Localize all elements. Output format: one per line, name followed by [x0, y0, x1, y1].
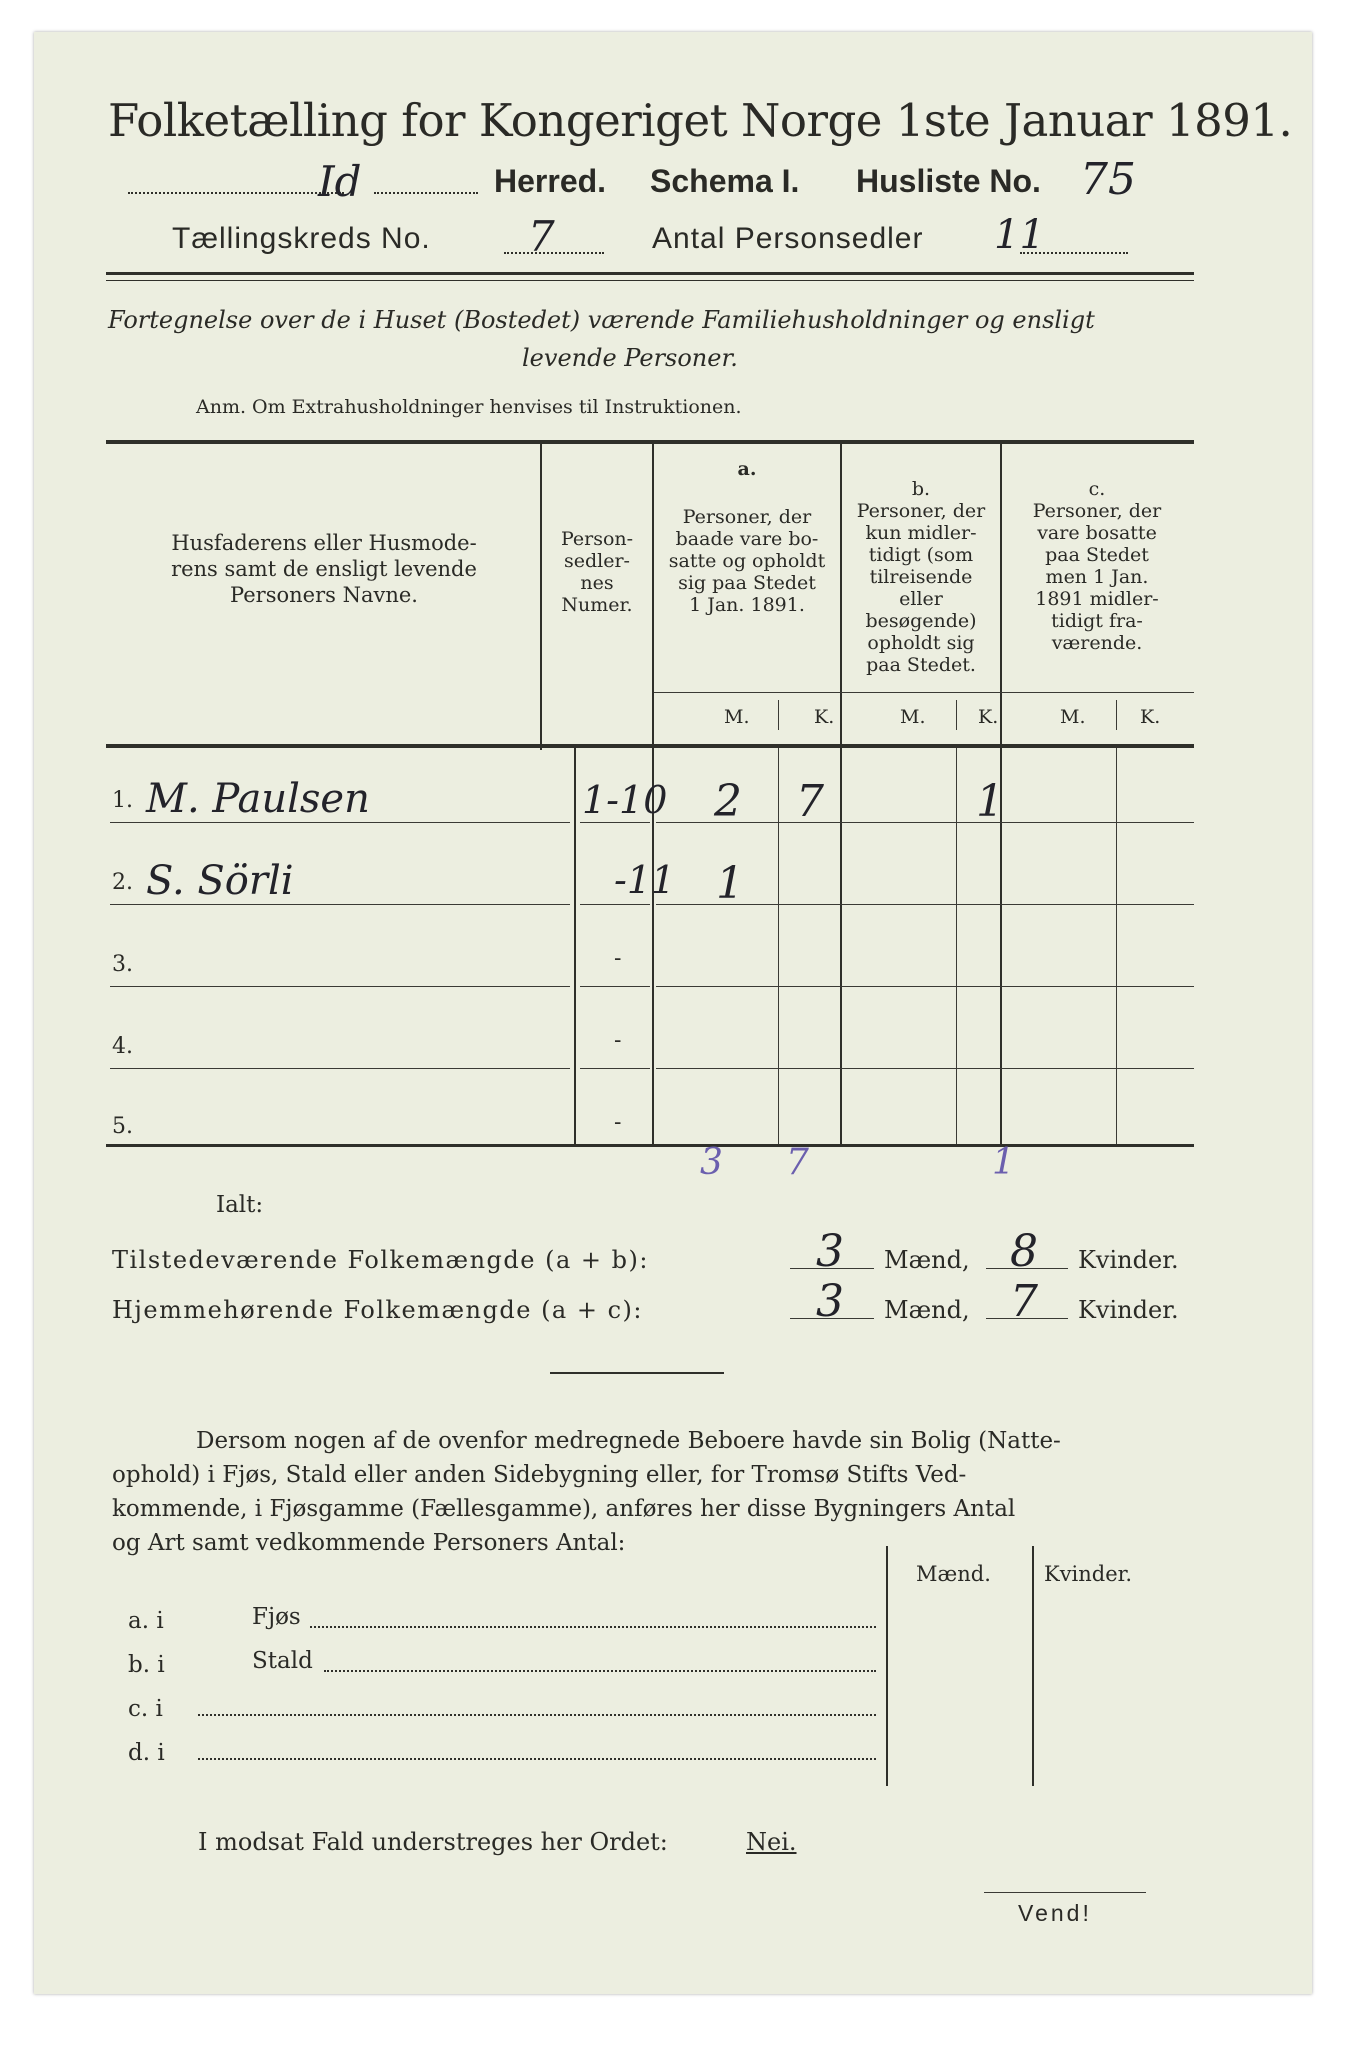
- modsat-text: I modsat Fald understreges her Ordet:: [198, 1828, 668, 1856]
- lower-item-b-letter: b. i: [128, 1652, 165, 1678]
- census-form-sheet: [34, 32, 1312, 1994]
- anm-note: Anm. Om Extrahusholdninger henvises til Instruktionen.: [196, 396, 742, 418]
- names-header-line-1: Husfaderens eller Husmode-: [171, 531, 477, 555]
- row-2-num: -11: [614, 858, 676, 902]
- row-2-a-m: 1: [716, 858, 744, 909]
- herred-dotted-line-2: [374, 192, 478, 194]
- lower-paragraph-line-2: ophold) i Fjøs, Stald eller anden Sidebygning eller, for Tromsø Stifts Ved-: [112, 1462, 967, 1488]
- c-mk-split-body: [1116, 748, 1117, 1144]
- names-header-line-2: rens samt de ensligt levende: [171, 557, 477, 581]
- b-mk-split-body: [956, 748, 957, 1144]
- col-a-letter: a.: [737, 458, 757, 480]
- row-3-num: -: [614, 946, 622, 971]
- herred-value: Id: [318, 157, 362, 206]
- col-b-m-label: M.: [900, 706, 926, 728]
- col-b-line-6: besøgende): [865, 610, 977, 632]
- row-1-a-m: 2: [714, 776, 742, 827]
- tally-a-m: 3: [700, 1142, 723, 1183]
- col-b-line-5: eller: [899, 588, 943, 610]
- col-a-line-2: baade vare bo-: [675, 528, 819, 550]
- table-top-rule: [106, 440, 1194, 444]
- lower-maend-col: Mænd.: [916, 1562, 991, 1586]
- tally-a-k: 7: [786, 1142, 809, 1183]
- lower-item-c-dots: [198, 1714, 876, 1716]
- row-line-1-num: [580, 822, 650, 823]
- names-header-line-3: Personers Navne.: [230, 583, 418, 607]
- kreds-dotted-line: [504, 252, 604, 254]
- row-line-2-names: [110, 904, 570, 905]
- personsedler-value: 11: [994, 212, 1045, 258]
- lower-col-divider-1: [886, 1546, 888, 1786]
- row-line-4-names: [110, 1068, 570, 1069]
- row-1-num: 1-10: [582, 778, 668, 822]
- table-header-bottom-rule: [106, 744, 1194, 748]
- lower-item-d-dots: [198, 1758, 876, 1760]
- col-c-line-1: Personer, der: [1032, 500, 1162, 522]
- row-2-number: 2.: [112, 870, 133, 895]
- col-c-line-3: paa Stedet: [1045, 544, 1149, 566]
- row-line-3-data: [656, 986, 1194, 987]
- schema-label: Schema I.: [650, 163, 800, 199]
- lower-item-d-letter: d. i: [128, 1740, 165, 1766]
- col-b-line-2: kun midler-: [865, 522, 977, 544]
- col-b-letter: b.: [911, 478, 931, 500]
- col-a-header: [654, 458, 840, 616]
- lower-paragraph-line-4: og Art samt vedkommende Personers Antal:: [112, 1530, 626, 1556]
- row-1-name: M. Paulsen: [146, 776, 370, 822]
- row-1-number: 1.: [112, 788, 133, 813]
- row-line-1-names: [110, 822, 570, 823]
- tally-b-k: 1: [992, 1142, 1015, 1183]
- row-5-number: 5.: [112, 1114, 133, 1139]
- lower-paragraph-line-3: kommende, i Fjøsgamme (Fællesgamme), anføres her disse Bygningers Antal: [112, 1496, 1016, 1522]
- hjem-kvinder-label: Kvinder.: [1078, 1296, 1179, 1324]
- row-1-b-k: 1: [976, 776, 1004, 827]
- vend-rule: [984, 1892, 1146, 1893]
- hjem-maend-label: Mænd,: [884, 1296, 970, 1324]
- header-rule: [106, 272, 1194, 275]
- col-a-line-4: sig paa Stedet: [678, 572, 816, 594]
- vend-label: Vend!: [1018, 1900, 1092, 1926]
- row-line-4-data: [656, 1068, 1194, 1069]
- col-c-header: [1002, 478, 1192, 654]
- row-1-a-k: 7: [796, 776, 824, 827]
- husliste-value: 75: [1080, 154, 1136, 205]
- header-rule-thin: [106, 280, 1194, 281]
- col-c-line-6: tidigt fra-: [1051, 610, 1143, 632]
- col-a-line-5: 1 Jan. 1891.: [689, 594, 805, 616]
- tilst-k-value: 8: [1010, 1226, 1038, 1277]
- col-c-m-label: M.: [1060, 706, 1086, 728]
- lower-col-divider-2: [1032, 1546, 1034, 1786]
- a-mk-split: [778, 700, 779, 730]
- mk-top-line: [654, 692, 1194, 693]
- col-b-header: [842, 478, 1000, 676]
- num-header-line-1: Person-: [560, 528, 634, 550]
- col-a-k-label: K.: [814, 706, 835, 728]
- col-b-line-8: paa Stedet.: [866, 654, 976, 676]
- col-divider-1-body: [574, 748, 576, 1144]
- col-c-letter: c.: [1088, 478, 1106, 500]
- col-c-line-4: men 1 Jan.: [1045, 566, 1149, 588]
- lower-item-b-label: Stald: [252, 1648, 313, 1674]
- col-a-line-1: Personer, der: [682, 506, 812, 528]
- col-b-line-1: Personer, der: [856, 500, 986, 522]
- table-bottom-rule: [106, 1144, 1194, 1147]
- names-header: [114, 530, 534, 608]
- lower-kvinder-col: Kvinder.: [1044, 1562, 1133, 1586]
- col-b-line-4: tilreisende: [869, 566, 973, 588]
- separator-rule: [550, 1372, 724, 1374]
- form-title: Folketælling for Kongeriget Norge 1ste Januar 1891.: [108, 94, 1293, 147]
- husliste-label: Husliste No.: [856, 163, 1041, 199]
- personsedler-dotted-line: [1020, 252, 1128, 254]
- col-c-line-7: værende.: [1051, 632, 1143, 654]
- lower-item-c-letter: c. i: [128, 1696, 163, 1722]
- num-header-line-3: nes: [580, 572, 614, 594]
- num-header-line-4: Numer.: [561, 594, 633, 616]
- col-c-line-2: vare bosatte: [1037, 522, 1157, 544]
- row-5-num: -: [614, 1110, 622, 1135]
- lower-item-a-dots: [310, 1626, 876, 1628]
- ialt-label: Ialt:: [216, 1192, 264, 1218]
- tilst-label: Tilstedeværende Folkemængde (a + b):: [112, 1246, 649, 1274]
- tilst-m-value: 3: [816, 1226, 844, 1277]
- col-b-line-7: opholdt sig: [867, 632, 975, 654]
- lower-paragraph-line-1: Dersom nogen af de ovenfor medregnede Beboere havde sin Bolig (Natte-: [196, 1428, 1061, 1454]
- num-header-line-2: sedler-: [564, 550, 630, 572]
- kreds-label: Tællingskreds No.: [172, 222, 431, 255]
- num-header: [542, 528, 652, 616]
- hjem-k-value: 7: [1010, 1276, 1038, 1327]
- row-line-4-num: [580, 1068, 650, 1069]
- col-c-line-5: 1891 midler-: [1035, 588, 1159, 610]
- a-mk-split-body: [778, 748, 779, 1144]
- row-line-3-num: [580, 986, 650, 987]
- tilst-kvinder-label: Kvinder.: [1078, 1246, 1179, 1274]
- intro-line-1: Fortegnelse over de i Huset (Bostedet) værende Familiehusholdninger og ensligt: [108, 306, 1095, 334]
- herred-label: Herred.: [494, 163, 607, 199]
- tilst-maend-label: Mænd,: [884, 1246, 970, 1274]
- col-b-k-label: K.: [978, 706, 999, 728]
- nei-word: Nei.: [746, 1828, 797, 1856]
- lower-item-a-letter: a. i: [128, 1608, 164, 1634]
- herred-dotted-line: [128, 192, 344, 194]
- hjem-m-value: 3: [816, 1276, 844, 1327]
- row-line-2-num: [580, 904, 650, 905]
- lower-item-b-dots: [324, 1670, 876, 1672]
- col-c-k-label: K.: [1140, 706, 1161, 728]
- col-b-line-3: tidigt (som: [868, 544, 974, 566]
- row-3-number: 3.: [112, 952, 133, 977]
- b-mk-split: [956, 700, 957, 730]
- c-mk-split: [1116, 700, 1117, 730]
- row-2-name: S. Sörli: [146, 858, 294, 904]
- row-4-num: -: [614, 1028, 622, 1053]
- personsedler-label: Antal Personsedler: [652, 222, 924, 255]
- lower-item-a-label: Fjøs: [252, 1604, 301, 1630]
- col-a-m-label: M.: [724, 706, 750, 728]
- col-a-line-3: satte og opholdt: [668, 550, 826, 572]
- row-line-3-names: [110, 986, 570, 987]
- intro-line-2: levende Personer.: [522, 344, 738, 372]
- hjem-label: Hjemmehørende Folkemængde (a + c):: [112, 1296, 643, 1324]
- kreds-value: 7: [528, 212, 555, 261]
- row-4-number: 4.: [112, 1034, 133, 1059]
